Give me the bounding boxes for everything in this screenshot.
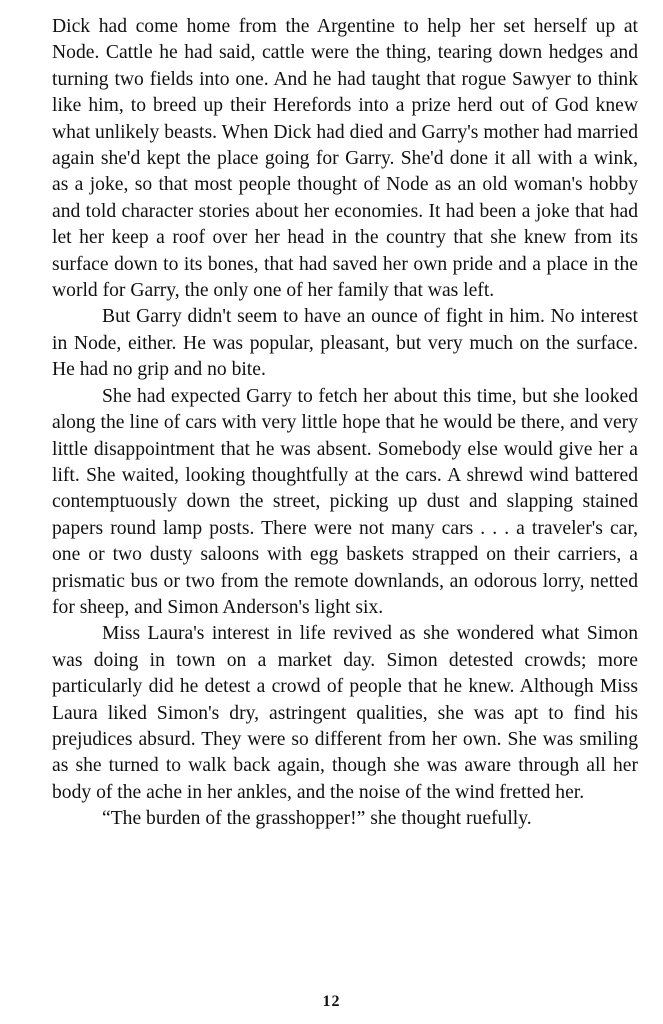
paragraph-4: Miss Laura's interest in life revived as she wondered what Simon was doing in town on a market day. Simon detested crowds; more particularly did he detest a crowd of people that he knew. Although Miss Laura liked Simon's dry, astringent qualities, she was apt to find his prejudices absurd. They were so different from her own. She was smiling as she turned to walk back again, though she was aware through all her body of the ache in her ankles, and the noise of the wind fretted her. <box>52 623 638 803</box>
paragraph-2: But Garry didn't seem to have an ounce of fight in him. No interest in Node, either. He was popular, pleasant, but very much on the surface. He had no grip and no bite. <box>52 306 638 381</box>
paragraph-1: Dick had come home from the Argentine to help her set herself up at Node. Cattle he had said, cattle were the thing, tearing down hedges and turning two fields into one. And he had taught that rogue Sawyer to think like him, to breed up their Herefords into a prize herd out of God knew what unlikely beasts. When Dick had died and Garry's mother had married again she'd kept the place going for Garry. She'd done it all with a wink, as a joke, so that most people thought of Node as an old woman's hobby and told character stories about her economies. It had been a joke that had let her keep a roof over her head in the country that she knew from its surface down to its bones, that had saved her own pride and a place in the world for Garry, the only one of her family that was left. <box>52 16 638 302</box>
paragraph-3: She had expected Garry to fetch her about this time, but she looked along the line of cars with very little hope that he would be there, and very little disappointment that he was absent. Somebody else would give her a lift. She waited, looking thoughtfully at the cars. A shrewd wind battered contemptuously down the street, picking up dust and slapping stained papers round lamp posts. There were not many cars . . . a traveler's car, one or two dusty saloons with egg baskets strapped on their carriers, a prismatic bus or two from the remote downlands, an odorous lorry, netted for sheep, and Simon Anderson's light six. <box>52 385 638 618</box>
page-number: 12 <box>322 993 341 1010</box>
paragraph-5: “The burden of the grasshopper!” she thought ruefully. <box>102 808 532 830</box>
page-body <box>52 14 638 833</box>
